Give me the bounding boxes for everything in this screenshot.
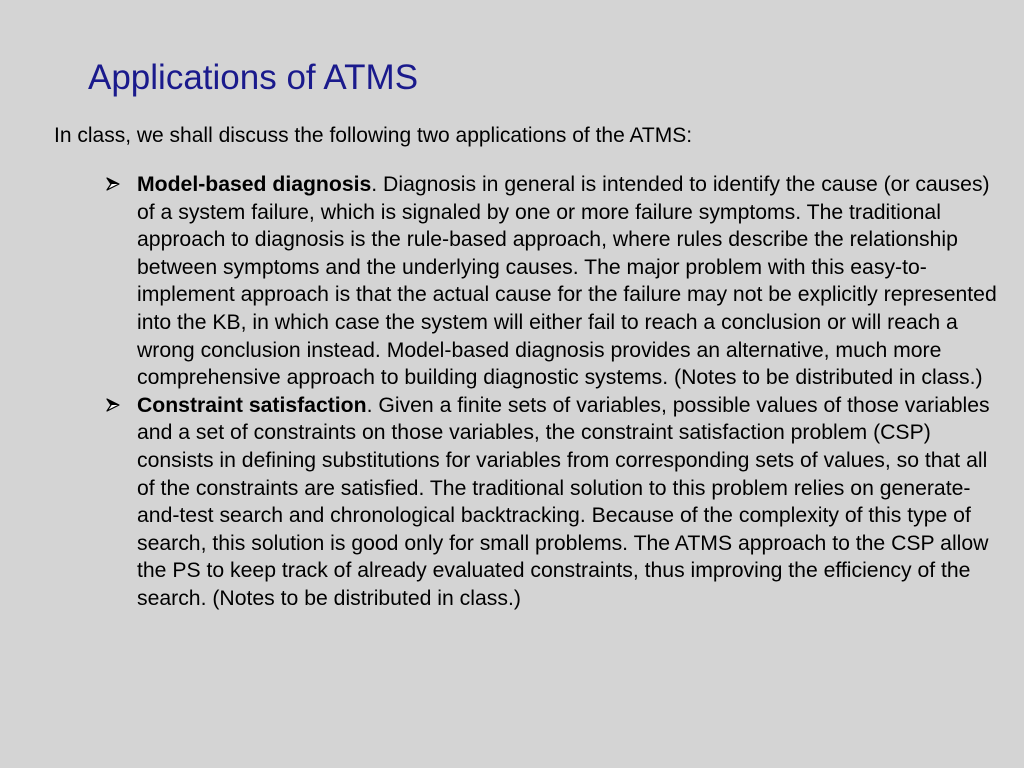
bullet-text: . Given a finite sets of variables, possible values of those variables and a set of constraints on those variables, the constraint satisfaction problem (CSP) consists in defining substitutions for variables from corresponding sets of values, so that all of the constraints are satisfied. The traditional solution to this problem relies on generate-and-test search and chronological backtracking. Because of the complexity of this type of search, this solution is good only for small problems. The ATMS approach to the CSP allow the PS to keep track of already evaluated constraints, thus improving the efficiency of the search. (Notes to be distributed in class.) <box>137 393 990 610</box>
bullet-item-constraint-satisfaction <box>106 392 1006 613</box>
intro-text: In class, we shall discuss the following two applications of the ATMS: <box>54 124 693 147</box>
bullet-term: Constraint satisfaction <box>137 393 367 417</box>
slide-title: Applications of ATMS <box>88 58 419 97</box>
bullet-term: Model-based diagnosis <box>137 173 372 196</box>
arrowhead-bullet-icon <box>106 171 128 198</box>
bullet-list <box>106 171 1006 613</box>
arrowhead-bullet-icon <box>106 392 128 419</box>
bullet-text: . Diagnosis in general is intended to identify the cause (or causes) of a system failure, which is signaled by one or more failure symptoms. The traditional approach to diagnosis is the rule-based approach, where rules describe the relationship between symptoms and the underlying causes. The major problem with this easy-to-implement approach is that the actual cause for the failure may not be explicitly represented into the KB, in which case the system will either fail to reach a conclusion or will reach a wrong conclusion instead. Model-based diagnosis provides an alternative, much more comprehensive approach to building diagnostic systems. (Notes to be distributed in class.) <box>137 173 997 390</box>
bullet-item-model-based-diagnosis <box>106 171 1006 392</box>
